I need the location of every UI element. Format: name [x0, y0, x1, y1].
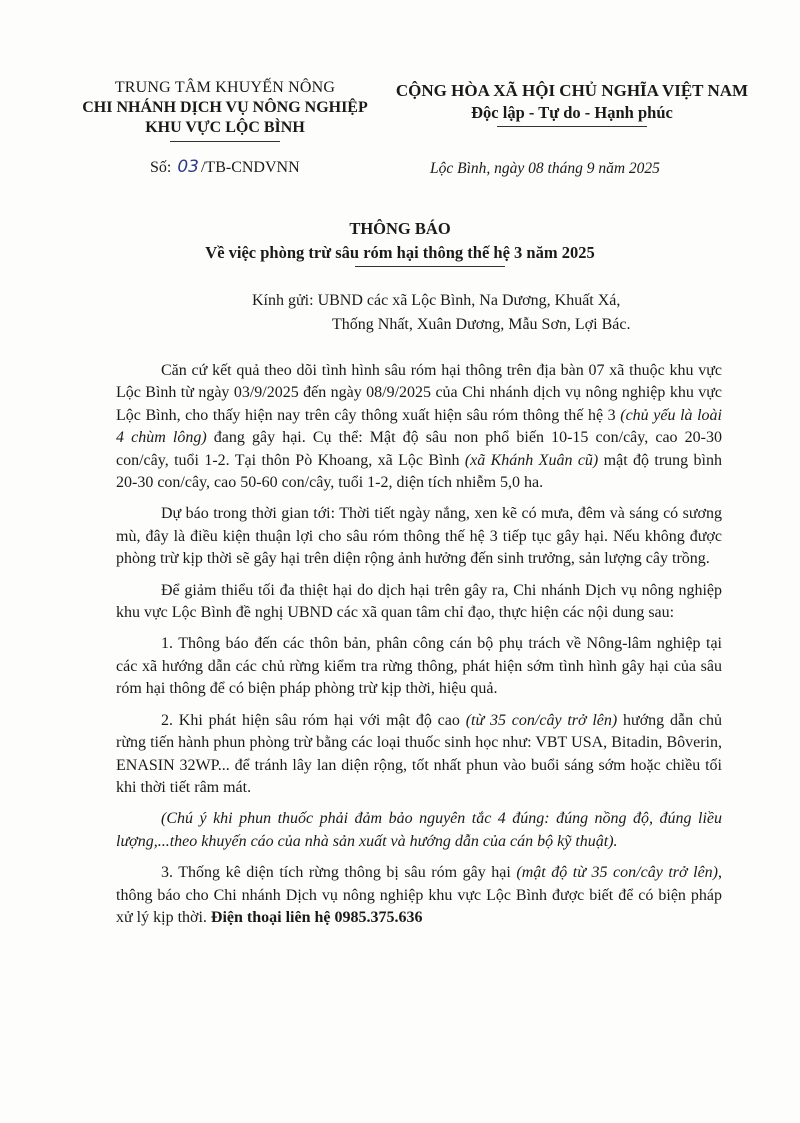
doc-number-suffix: /TB-CNDVNN	[200, 159, 300, 176]
issuer-area: KHU VỰC LỘC BÌNH	[145, 119, 305, 136]
text-run: 2. Khi phát hiện sâu róm hại với mật độ cao	[161, 711, 466, 729]
paragraph-item-1: 1. Thông báo đến các thôn bản, phân công cán bộ phụ trách về Nông-lâm nghiệp tại các xã hướng dẫn các chủ rừng kiểm tra rừng thông, phát hiện sớm tình hình gây hại của sâu róm hại thông để có biện pháp phòng trừ kịp thời, hiệu quả.	[116, 635, 722, 698]
paragraph-forecast: Dự báo trong thời gian tới: Thời tiết ngày nắng, xen kẽ có mưa, đêm và sáng có sương mù, đây là điều kiện thuận lợi cho sâu róm thông thế hệ 3 tiếp tục gây hại. Nếu không được phòng trừ kịp thời sẽ gây hại trên diện rộng ảnh hưởng đến sinh trưởng, sản lượng cây trồng.	[116, 505, 722, 568]
text-run: đang gây hại. Cụ thể: Mật độ sâu non phổ biến 10-15 con/cây, cao 20-30 con/cây, tuổi 1-2. Tại thôn Pò Khoang, xã Lộc Bình	[116, 429, 722, 469]
text-run-italic: (từ 35 con/cây trở lên)	[465, 711, 618, 729]
issuer-block	[70, 78, 380, 142]
text-run: Căn cứ kết quả theo dõi tình hình sâu róm hại thông trên địa bàn 07 xã thuộc khu vực Lộc Bình từ ngày 03/9/2025 đến ngày 08/9/2025 của Chi nhánh dịch vụ nông nghiệp khu vực Lộc Bình, cho thấy hiện nay trên cây thông xuất hiện sâu róm thông thế hệ 3	[116, 362, 722, 424]
national-header	[382, 80, 762, 127]
national-title: CỘNG HÒA XÃ HỘI CHỦ NGHĨA VIỆT NAM	[395, 81, 749, 100]
paragraph-item-3	[116, 862, 722, 929]
doc-number-handwritten: 03	[177, 157, 199, 177]
text-run-italic: (mật độ từ 35 con/cây trở lên)	[516, 864, 718, 882]
document-subtitle: Về việc phòng trừ sâu róm hại thông thế hệ 3 năm 2025	[205, 243, 595, 262]
issuer-divider	[170, 141, 280, 142]
text-run-italic: (xã Khánh Xuân cũ)	[464, 451, 599, 469]
subtitle-divider	[355, 266, 505, 267]
text-run: 3. Thống kê diện tích rừng thông bị sâu róm gây hại	[161, 864, 517, 882]
paragraph-basis	[116, 360, 722, 494]
issuer-org: CHI NHÁNH DỊCH VỤ NÔNG NGHIỆP	[82, 99, 368, 116]
contact-phone: Điện thoại liên hệ 0985.375.636	[210, 908, 423, 926]
issuer-parent-org: TRUNG TÂM KHUYẾN NÔNG	[114, 79, 336, 96]
national-motto: Độc lập - Tự do - Hạnh phúc	[471, 103, 673, 122]
recipient-line-2: Thống Nhất, Xuân Dương, Mẫu Sơn, Lợi Bác.	[332, 316, 631, 333]
paragraph-request: Để giảm thiểu tối đa thiệt hại do dịch hại trên gây ra, Chi nhánh Dịch vụ nông nghiệp khu vực Lộc Bình đề nghị UBND các xã quan tâm chỉ đạo, thực hiện các nội dung sau:	[116, 581, 722, 622]
text-run: mật độ trung bình 20-30 con/cây, cao 50-60 con/cây, tuổi 1-2, diện tích nhiễm 5,0 ha.	[116, 451, 722, 492]
text-run-italic: (Chú ý khi phun thuốc phải đảm bảo nguyên tắc 4 đúng: đúng nồng độ, đúng liều lượng,...theo khuyến cáo của nhà sản xuất và hướng dẫn của cán bộ kỹ thuật).	[116, 810, 722, 850]
place-date: Lộc Bình, ngày 08 tháng 9 năm 2025	[430, 160, 660, 177]
motto-divider	[497, 126, 647, 127]
paragraph-note	[116, 808, 722, 853]
recipient-line-1: Kính gửi: UBND các xã Lộc Bình, Na Dương, Khuất Xá,	[252, 292, 621, 309]
text-run-italic: (chủ yếu là loài 4 chùm lông)	[116, 406, 723, 447]
document-title: THÔNG BÁO	[349, 219, 451, 238]
document-number	[150, 157, 300, 177]
paragraph-item-2	[116, 710, 722, 800]
doc-number-prefix: Số:	[150, 159, 172, 176]
text-run: , thông báo cho Chi nhánh Dịch vụ nông nghiệp khu vực Lộc Bình được biết để có biện pháp xử lý kịp thời.	[116, 864, 722, 926]
recipient-block	[252, 289, 722, 337]
document-body	[116, 360, 722, 938]
text-run: hướng dẫn chủ rừng tiến hành phun phòng trừ bằng các loại thuốc sinh học như: VBT USA, Bitadin, Bôverin, ENASIN 32WP... để tránh lây lan diện rộng, tốt nhất phun vào buổi sáng sớm hoặc chiều tối khi thời tiết râm mát.	[116, 711, 722, 796]
